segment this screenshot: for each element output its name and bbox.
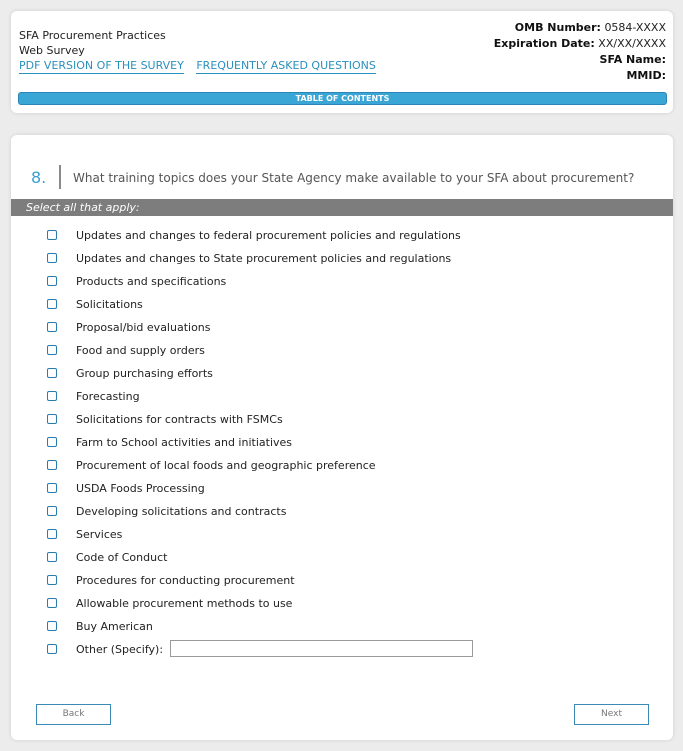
omb-label: OMB Number: <box>514 21 601 34</box>
option-label: Farm to School activities and initiatives <box>76 436 293 449</box>
survey-meta <box>494 20 666 84</box>
list-item <box>11 248 673 271</box>
other-specify-input[interactable] <box>170 640 473 657</box>
list-item <box>11 524 673 547</box>
question-text: What training topics does your State Agency make available to your SFA about procurement? <box>73 171 635 185</box>
header-links <box>19 59 385 73</box>
option-label: Updates and changes to State procurement policies and regulations <box>76 252 452 265</box>
survey-title-line2: Web Survey <box>19 44 85 57</box>
option-label: Services <box>76 528 123 541</box>
omb-value: 0584-XXXX <box>604 21 666 34</box>
question-divider <box>59 165 61 189</box>
option-checkbox[interactable] <box>47 483 57 493</box>
option-checkbox[interactable] <box>47 460 57 470</box>
option-label: Food and supply orders <box>76 344 205 357</box>
next-button[interactable]: Next <box>574 704 649 725</box>
option-label: Solicitations <box>76 298 143 311</box>
list-item <box>11 478 673 501</box>
list-item <box>11 455 673 478</box>
option-label: Proposal/bid evaluations <box>76 321 211 334</box>
option-checkbox[interactable] <box>47 253 57 263</box>
option-label: Code of Conduct <box>76 551 168 564</box>
list-item <box>11 639 673 662</box>
list-item <box>11 386 673 409</box>
list-item <box>11 570 673 593</box>
instruction-bar: Select all that apply: <box>11 199 673 216</box>
option-checkbox[interactable] <box>47 276 57 286</box>
list-item <box>11 294 673 317</box>
list-item <box>11 501 673 524</box>
option-label: Allowable procurement methods to use <box>76 597 293 610</box>
list-item <box>11 547 673 570</box>
expiration-label: Expiration Date: <box>493 37 595 50</box>
option-label: USDA Foods Processing <box>76 482 205 495</box>
list-item <box>11 225 673 248</box>
list-item <box>11 409 673 432</box>
option-checkbox[interactable] <box>47 391 57 401</box>
list-item <box>11 363 673 386</box>
header-card <box>11 11 673 113</box>
option-checkbox[interactable] <box>47 299 57 309</box>
option-checkbox[interactable] <box>47 506 57 516</box>
list-item <box>11 271 673 294</box>
faq-link[interactable]: FREQUENTLY ASKED QUESTIONS <box>196 59 376 72</box>
list-item <box>11 317 673 340</box>
option-label: Buy American <box>76 620 153 633</box>
option-checkbox[interactable] <box>47 529 57 539</box>
pdf-version-link[interactable]: PDF VERSION OF THE SURVEY <box>19 59 184 72</box>
option-label: Solicitations for contracts with FSMCs <box>76 413 283 426</box>
survey-title <box>19 28 166 58</box>
option-checkbox[interactable] <box>47 322 57 332</box>
option-checkbox[interactable] <box>47 230 57 240</box>
option-checkbox[interactable] <box>47 345 57 355</box>
option-checkbox[interactable] <box>47 621 57 631</box>
expiration-value: XX/XX/XXXX <box>598 37 666 50</box>
sfa-name-label: SFA Name: <box>599 53 666 66</box>
option-checkbox[interactable] <box>47 598 57 608</box>
omb-number <box>494 20 666 36</box>
question-number: 8. <box>31 168 47 187</box>
mmid-label: MMID: <box>626 69 666 82</box>
option-label: Group purchasing efforts <box>76 367 213 380</box>
back-button[interactable]: Back <box>36 704 111 725</box>
mmid <box>494 68 666 84</box>
option-checkbox[interactable] <box>47 552 57 562</box>
option-checkbox[interactable] <box>47 575 57 585</box>
option-label: Other (Specify): <box>76 643 164 656</box>
survey-title-line1: SFA Procurement Practices <box>19 29 166 42</box>
option-label: Updates and changes to federal procurement policies and regulations <box>76 229 461 242</box>
option-label: Procurement of local foods and geographic preference <box>76 459 376 472</box>
option-label: Forecasting <box>76 390 140 403</box>
list-item <box>11 432 673 455</box>
option-checkbox[interactable] <box>47 368 57 378</box>
option-checkbox[interactable] <box>47 644 57 654</box>
option-checkbox[interactable] <box>47 437 57 447</box>
sfa-name <box>494 52 666 68</box>
question-card <box>11 135 673 740</box>
option-label: Products and specifications <box>76 275 227 288</box>
options-list <box>11 225 673 662</box>
list-item <box>11 340 673 363</box>
list-item <box>11 593 673 616</box>
list-item <box>11 616 673 639</box>
table-of-contents-button[interactable]: TABLE OF CONTENTS <box>18 92 667 105</box>
expiration-date <box>494 36 666 52</box>
option-checkbox[interactable] <box>47 414 57 424</box>
option-label: Developing solicitations and contracts <box>76 505 287 518</box>
option-label: Procedures for conducting procurement <box>76 574 295 587</box>
